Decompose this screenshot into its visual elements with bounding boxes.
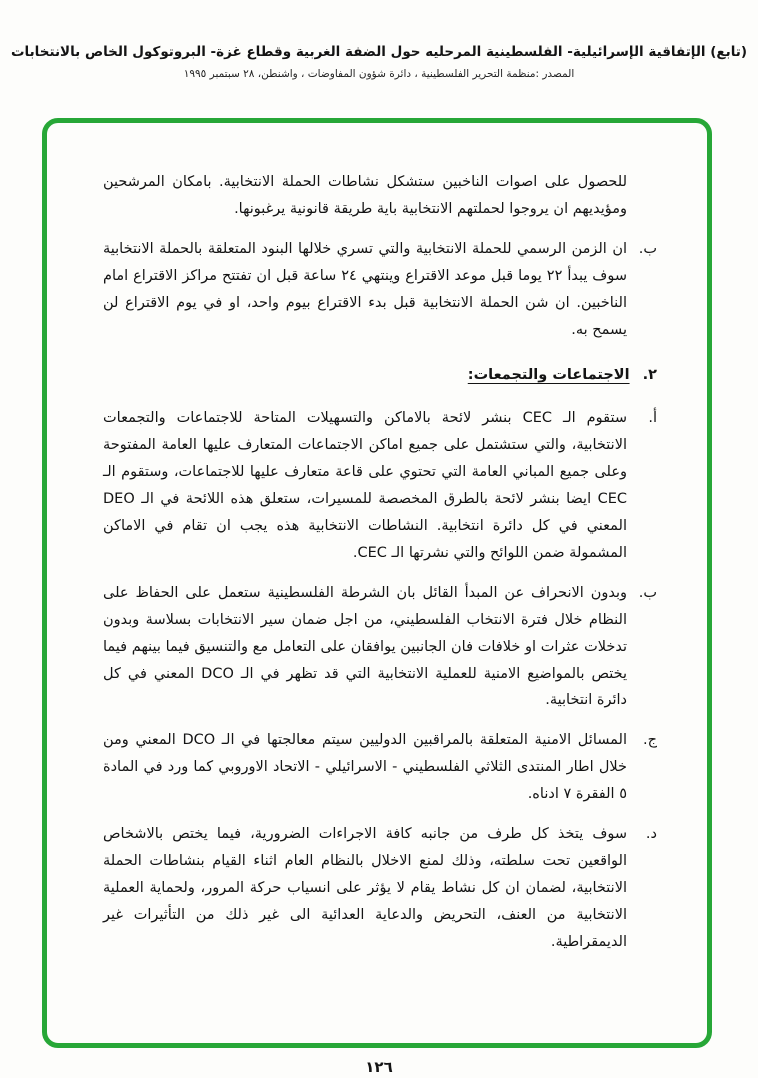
list-marker-alef: أ. [648, 409, 657, 426]
paragraph-campaign-continuation: للحصول على اصوات الناخبين ستشكل نشاطات الحملة الانتخابية. بامكان المرشحين ومؤيديهم ان يروجوا لحملتهم الانتخابية باية طريقة قانونية يرغبونها. [103, 174, 627, 217]
list-item-police-order [103, 580, 657, 715]
list-marker-b: ب. [638, 240, 657, 257]
section-title: الاجتماعات والتجمعات: [467, 366, 630, 383]
list-item-observers-security [103, 727, 657, 808]
list-item-text-campaign-period: ان الزمن الرسمي للحملة الانتخابية والتي تسري خلالها البنود المتعلقة بالحملة الانتخابية سوف يبدأ ٢٢ يوما قبل موعد الاقتراع وينتهي ٢٤ ساعة قبل ان تفتتح مراكز الاقتراع امام الناخبين. ان شن الحملة الانتخابية قبل بدء الاقتراع بيوم واحد، او في يوم الاقتراع لن يسمح به. [103, 240, 627, 338]
list-item-text-cec-venues: ستقوم الـ CEC بنشر لائحة بالاماكن والتسهيلات المتاحة للاجتماعات والتجمعات الانتخابية، والتي ستشتمل على جميع اماكن الاجتماعات المتعارف عليها العامة المفتوحة وعلى جميع المباني العامة التي تحتوي على قاعة متعارف عليها للاجتماعات، وستقوم الـ CEC ايضا بنشر لائحة بالطرق المخصصة للمسيرات، ستعلق هذه اللائحة في الـ DEO المعني في كل دائرة انتخابية. النشاطات الانتخابية هذه يجب ان تقام في الاماكن المشمولة ضمن اللوائح والتي نشرتها الـ CEC. [103, 409, 627, 561]
list-marker-jeem: ج. [643, 732, 657, 749]
section-number: ٢. [642, 366, 657, 383]
document-header [0, 44, 758, 80]
list-item-cec-venues [103, 405, 657, 567]
list-marker-ba: ب. [638, 584, 657, 601]
page-number: ١٢٦ [365, 1058, 393, 1076]
list-item-text-police-order: وبدون الانحراف عن المبدأ القائل بان الشرطة الفلسطينية ستعمل على الحفاظ على النظام خلال فترة الانتخاب الفلسطيني، من اجل ضمان سير الانتخابات بسلاسة وبدون تدخلات عثرات او خلافات فان الجانبين يوافقان على التعامل مع والتنسيق فيما بينهم فيما يختص بالمواضيع الامنية للعملية الانتخابية التي قد تظهر في الـ DCO المعني في كل دائرة انتخابية. [103, 584, 628, 709]
list-item-text-party-measures: سوف يتخذ كل طرف من جانبه كافة الاجراءات الضرورية، فيما يختص بالاشخاص الواقعين تحت سلطته، وذلك لمنع الاخلال بالنظام العام اثناء القيام بنشاطات الحملة الانتخابية، لضمان ان كل نشاط يقام لا يؤثر على انسياب حركة المرور، ولحماية العملية الانتخابية من العنف، التحريض والدعاية العدائية الى غير ذلك من التأثيرات غير الديمقراطية. [103, 826, 627, 951]
list-item-campaign-period [103, 236, 657, 344]
document-title: (تابع) الإتفاقية الإسرائيلية- الفلسطينية المرحليه حول الضفة الغربية وقطاع غزة- البروتوكول الخاص بالانتخابات [10, 44, 748, 60]
list-item-party-measures [103, 821, 657, 956]
page-footer [0, 1057, 758, 1076]
section-heading-meetings [103, 362, 657, 389]
list-marker-dal: د. [645, 826, 657, 843]
document-source-line: المصدر :منظمة التحرير الفلسطينية ، دائرة شؤون المفاوضات ، واشنطن، ٢٨ سبتمبر ١٩٩٥ [183, 68, 575, 80]
list-item-text-observers-security: المسائل الامنية المتعلقة بالمراقبين الدوليين سيتم معالجتها في الـ DCO المعني ومن خلال اطار المنتدى الثلاثي الفلسطيني - الاسرائيلي - الاتحاد الاوروبي كما ورد في المادة ٥ الفقرة ٧ ادناه. [103, 732, 627, 803]
green-border-frame [42, 118, 712, 1048]
document-body [47, 123, 707, 989]
